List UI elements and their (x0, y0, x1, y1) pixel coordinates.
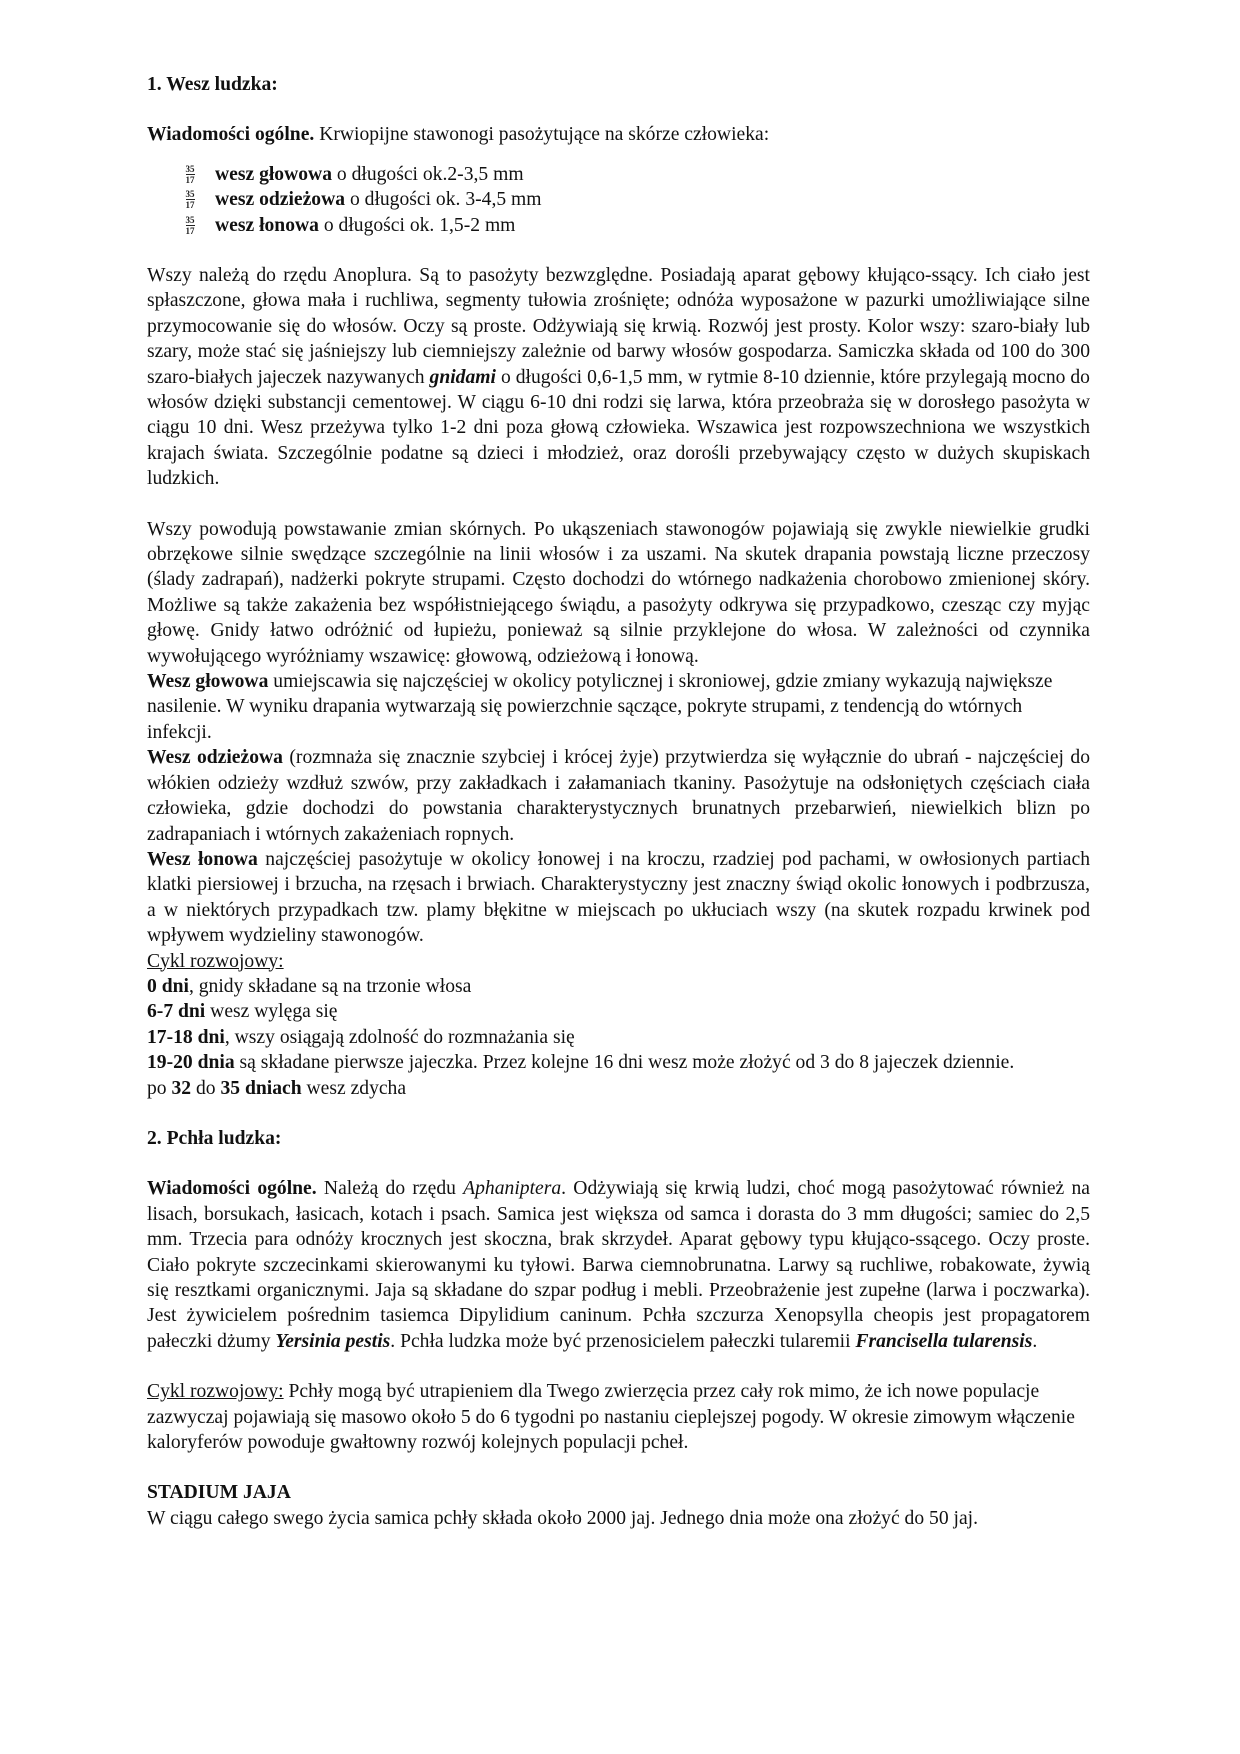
section-1-intro (147, 122, 1090, 147)
cycle-text: do (191, 1077, 221, 1099)
cycle-title: Cykl rozwojowy: (147, 950, 284, 972)
para-text: . Odżywiają się krwią ludzi, choć mogą pasożytować również na lisach, borsukach, łasicach, kotach i psach. Samica jest większa od samca i dorasta do 3 mm długości; samiec do 2,5 mm. Trzecia para odnóży krocznych jest skoczna, brak skrzydeł. Aparat gębowy typu kłująco-ssącego. Oczy proste. Ciało pokryte szczecinkami skierowanymi ku tyłowi. Barwa ciemnobrunatna. Larwy są ruchliwe, robakowate, żywią się resztkami organicznymi. Jaja są składane do szpar podług i mebli. Przeobrażenie jest zupełne (larwa i poczwarka). Jest żywicielem pośrednim tasiemca Dipylidium caninum. Pchła szczurza Xenopsylla cheopis jest propagatorem pałeczki dżumy (147, 1178, 1090, 1352)
latin-term: Francisella tularensis (855, 1330, 1033, 1352)
latin-term: Aphaniptera (463, 1178, 562, 1200)
list-item (183, 213, 1090, 238)
cycle-item (147, 974, 1090, 999)
cycle-day: 35 dniach (220, 1077, 302, 1099)
paragraph-skin-changes: Wszy powodują powstawanie zmian skórnych. Po ukąszeniach stawonogów pojawiają się zwykle niewielkie grudki obrzękowe silnie swędzące szczególnie na linii włosów i za uszami. Na skutek drapania powstają liczne przeczosy (ślady zadrapań), nadżerki pokryte strupami. Często dochodzi do wtórnego nadkażenia chorobowo zmienionej skóry. Możliwe są także zakażenia bez współistniejącego świądu, a pasożyty odkrywa się przypadkowo, czesząc czy myjąc głowę. Gnidy łatwo odróżnić od łupieżu, ponieważ są silnie przyklejone do włosa. W zależności od czynnika wywołującego wyróżniamy wszawicę: głowową, odzieżową i łonową. (147, 518, 1090, 667)
cycle-text: wesz zdycha (301, 1077, 407, 1099)
cycle-text: są składane pierwsze jajeczka. Przez kolejne 16 dni wesz może złożyć od 3 do 8 jajeczek dziennie. (234, 1052, 1015, 1074)
para-text: . (1032, 1330, 1038, 1352)
cycle-text: po (147, 1077, 172, 1099)
bullet-text: o długości ok. 3-4,5 mm (345, 189, 542, 211)
body-louse-label: Wesz odzieżowa (147, 747, 283, 769)
bullet-term: wesz łonowa (215, 214, 319, 236)
bullet-term: wesz odzieżowa (215, 189, 346, 211)
intro-label: Wiadomości ogólne. (147, 1178, 317, 1200)
bullet-term: wesz głowowa (215, 163, 332, 185)
cycle-text: , wszy osiągają zdolność do rozmnażania się (224, 1026, 575, 1048)
section-2-title: 2. Pchła ludzka: (147, 1127, 282, 1149)
list-item (183, 162, 1090, 187)
paragraph-pubic-louse (147, 847, 1090, 949)
head-louse-label: Wesz głowowa (147, 671, 269, 693)
para-text: Należą do rzędu (316, 1178, 464, 1200)
cycle-text: , gnidy składane są na trzonie włosa (188, 975, 472, 997)
egg-stage-title: STADIUM JAJA (147, 1482, 291, 1504)
cycle-title: Cykl rozwojowy: (147, 1381, 284, 1403)
cycle-day: 32 (171, 1077, 192, 1099)
bullet-text: o długości ok. 1,5-2 mm (318, 214, 516, 236)
cycle-text: Pchły mogą być utrapieniem dla Twego zwierzęcia przez cały rok mimo, że ich nowe populacje zazwyczaj pojawiają się masowo około 5 do 6 tygodni po nastaniu cieplejszej pogody. W okresie zimowym włączenie kaloryferów powoduje gwałtowny rozwój kolejnych populacji pcheł. (147, 1381, 1075, 1454)
intro-label: Wiadomości ogólne. (147, 124, 315, 146)
cycle-item (147, 1076, 1090, 1101)
cycle-day: 19-20 dnia (147, 1052, 235, 1074)
paragraph-flea-general (147, 1176, 1090, 1354)
fraction-bullet-icon: 35 17 (185, 189, 195, 211)
paragraph-body-louse (147, 745, 1090, 847)
pubic-louse-text: najczęściej pasożytuje w okolicy łonowej i na kroczu, rzadziej pod pachami, w owłosionych partiach klatki piersiowej i brzucha, na rzęsach i brwiach. Charakterystyczny jest znaczny świąd okolic łonowych i podbrzusza, a w niektórych przypadkach tzw. plamy błękitne w miejscach po ukłuciach wszy (na skutek rozpadu krwinek pod wpływem wydzieliny stawonogów. (147, 848, 1090, 947)
head-louse-text: umiejscawia się najczęściej w okolicy potylicznej i skroniowej, gdzie zmiany wykazują największe nasilenie. W wyniku drapania wytwarzają się powierzchnie sączące, pokryte strupami, z tendencją do wtórnych infekcji. (147, 671, 1053, 743)
cycle-day: 17-18 dni (147, 1026, 225, 1048)
cycle-item (147, 999, 1090, 1024)
cycle-day: 6-7 dni (147, 1001, 206, 1023)
paragraph-flea-cycle (147, 1379, 1090, 1455)
para-text: Wszy należą do rzędu Anoplura. Są to pasożyty bezwzględne. Posiadają aparat gębowy kłująco-ssący. Ich ciało jest spłaszczone, głowa mała i ruchliwa, segmenty tułowia zrośnięte; odnóża wyposażone w pazurki umożliwiające silne przymocowanie się do włosów. Oczy są proste. Odżywiają się krwią. Rozwój jest prosty. Kolor wszy: szaro-biały lub szary, może stać się jaśniejszy lub ciemniejszy zależnie od barwy włosów gospodarza. Samiczka składa od 100 do 300 szaro-białych jajeczek nazywanych (147, 264, 1090, 388)
cycle-day: 0 dni (147, 975, 189, 997)
fraction-bullet-icon: 35 17 (185, 214, 195, 236)
section-1-title: 1. Wesz ludzka: (147, 74, 278, 95)
lice-types-list (147, 162, 1090, 238)
cycle-text: wesz wylęga się (205, 1001, 338, 1023)
egg-stage-text: W ciągu całego swego życia samica pchły składa około 2000 jaj. Jednego dnia może ona złożyć do 50 jaj. (147, 1507, 979, 1529)
para-text: o długości 0,6-1,5 mm, w rytmie 8-10 dziennie, które przylegają mocno do włosów dzięki substancji cementowej. W ciągu 6-10 dni rodzi się larwa, która przeobraża się w dorosłego pasożyta w ciągu 10 dni. Wesz przeżywa tylko 1-2 dni poza głową człowieka. Wszawica jest rozpowszechniona we wszystkich krajach świata. Szczególnie podatne są dzieci i młodzież, oraz dorośli przebywający często w dużych skupiskach ludzkich. (147, 366, 1090, 490)
cycle-item (147, 1050, 1090, 1075)
paragraph-head-louse (147, 669, 1090, 745)
list-item (183, 187, 1090, 212)
para-italic-term: gnidami (429, 366, 496, 388)
latin-term: Yersinia pestis (275, 1330, 391, 1352)
fraction-bullet-icon: 35 17 (185, 164, 195, 185)
intro-text: Krwiopijne stawonogi pasożytujące na skórze człowieka: (314, 124, 770, 146)
bullet-text: o długości ok.2-3,5 mm (332, 163, 524, 185)
cycle-item (147, 1025, 1090, 1050)
paragraph-anoplura (147, 263, 1090, 492)
pubic-louse-label: Wesz łonowa (147, 848, 258, 870)
para-text: . Pchła ludzka może być przenosicielem pałeczki tularemii (390, 1330, 856, 1352)
body-louse-text: (rozmnaża się znacznie szybciej i krócej żyje) przytwierdza się wyłącznie do ubrań - najczęściej do włókien odzieży wzdłuż szwów, przy zakładkach i załamaniach tkaniny. Pasożytuje na odsłoniętych częściach ciała człowieka, gdzie dochodzi do powstania charakterystycznych brunatnych przebarwień, niewielkich blizn po zadrapaniach i wtórnych zakażeniach ropnych. (147, 747, 1090, 845)
